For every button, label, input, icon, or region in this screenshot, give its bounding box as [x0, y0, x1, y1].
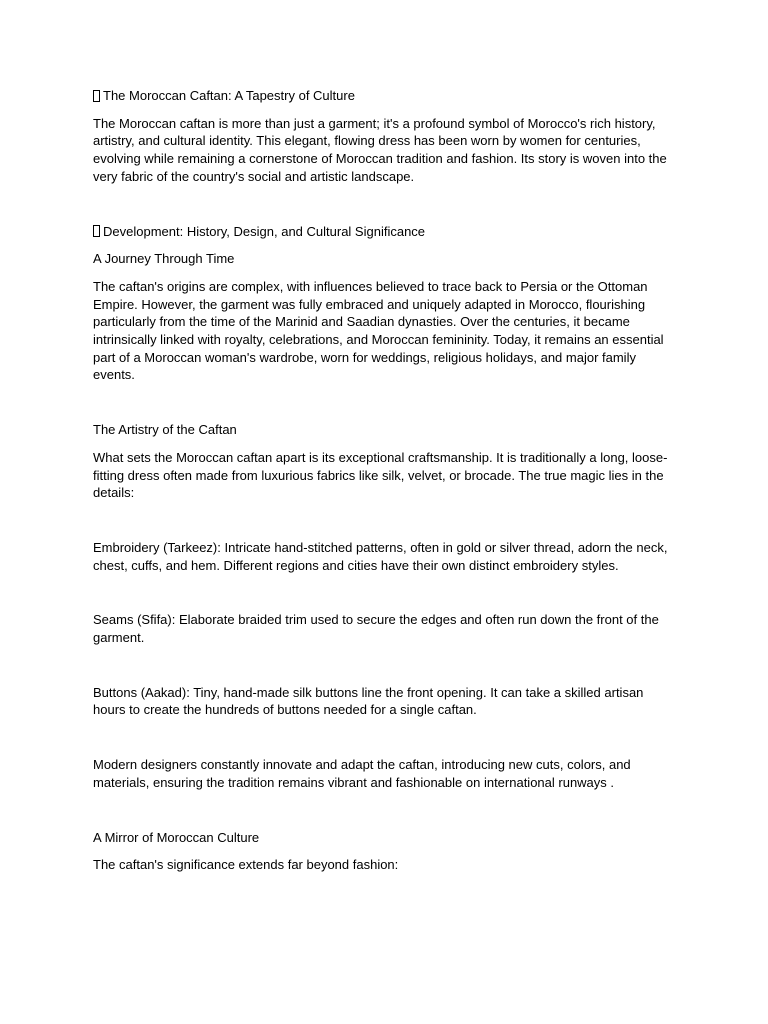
mirror-heading: A Mirror of Moroccan Culture [93, 829, 260, 845]
intro-paragraph: The Moroccan caftan is more than just a garment; it's a profound symbol of Morocco's rich history, artistry, and cultural identity. This elegant, flowing dress has been worn by women for centuries, evolving while remaining a cornerstone of Moroccan tradition and fashion. Its story is woven into the very fabric of the country's social and artistic landscape. [93, 115, 667, 184]
modern-paragraph: Modern designers constantly innovate and adapt the caftan, introducing new cuts, colors, and materials, ensuring the tradition remains vibrant and fashionable on international runways . [93, 757, 631, 790]
buttons-paragraph: Buttons (Aakad): Tiny, hand-made silk buttons line the front opening. It can take a skilled artisan hours to create the hundreds of buttons needed for a single caftan. [93, 684, 644, 718]
embroidery-paragraph: Embroidery (Tarkeez): Intricate hand-stitched patterns, often in gold or silver thread, adorn the neck, chest, cuffs, and hem. Different regions and cities have their own distinct embroidery styles. [93, 539, 668, 573]
journey-heading: A Journey Through Time [93, 251, 235, 267]
document-title-text: The Moroccan Caftan: A Tapestry of Culture [103, 88, 355, 103]
artistry-paragraph: What sets the Moroccan caftan apart is its exceptional craftsmanship. It is traditionally a long, loose-fitting dress often made from luxurious fabrics like silk, velvet, or brocade. The true magic lies in the details: [93, 449, 668, 501]
artistry-heading: The Artistry of the Caftan [93, 422, 237, 438]
missing-glyph-icon [93, 225, 100, 237]
journey-paragraph: The caftan's origins are complex, with influences believed to trace back to Persia or the Ottoman Empire. However, the garment was fully embraced and uniquely adapted in Morocco, flourishing particularly from the time of the Marinid and Saadian dynasties. Over the centuries, it became intrinsically linked with royalty, celebrations, and Moroccan femininity. Today, it remains an essential part of a Moroccan woman's wardrobe, worn for weddings, religious holidays, and major family events. [93, 278, 664, 383]
development-heading-text: Development: History, Design, and Cultural Significance [103, 223, 426, 239]
document-title [93, 87, 677, 105]
seams-paragraph: Seams (Sfifa): Elaborate braided trim used to secure the edges and often run down the front of the garment. [93, 612, 659, 646]
document-page [93, 87, 677, 884]
missing-glyph-icon [93, 90, 100, 102]
mirror-paragraph: The caftan's significance extends far beyond fashion: [93, 857, 399, 873]
development-heading [93, 223, 677, 241]
